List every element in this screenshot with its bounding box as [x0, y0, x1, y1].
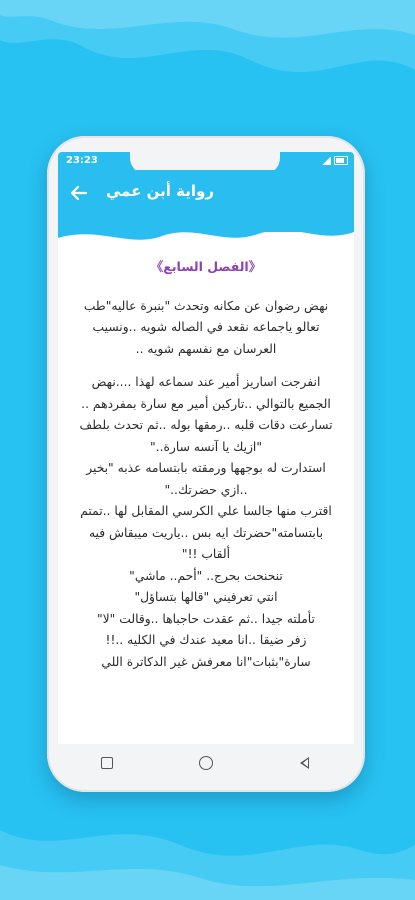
text-line: زفر ضيقا ..انا معيد عندك في الكليه ..!! [105, 633, 307, 647]
status-icons [321, 156, 348, 165]
signal-icon [321, 157, 331, 165]
chapter-content [68, 256, 344, 744]
back-button[interactable] [66, 180, 92, 206]
text-line: سارة"بثبات"انا معرفش غير الدكاترة اللي [101, 654, 311, 669]
text-line: الجميع بالتوالي ..تاركين أمير مع سارة بمفردهم .. [81, 396, 331, 411]
paragraph-2 [68, 372, 344, 673]
chapter-title: 《الفصل السابع》 [150, 259, 262, 274]
text-line: انفرجت اساريز أمير عند سماعه لهذا ....نهض [91, 375, 321, 389]
system-nav-bar [58, 744, 354, 782]
text-line: انتي تعرفيني "قالها بتساؤل" [134, 590, 278, 604]
text-line: تسارعت دقات قلبه ..رمقها بوله ..ثم تحدث بلطف [79, 418, 333, 432]
text-line: "ازيك يا آنسه سارة.." [150, 439, 262, 454]
arrow-left-icon [70, 184, 88, 202]
text-line: العرسان مع نفسهم شويه .. [135, 341, 277, 356]
circle-icon [199, 756, 213, 770]
recent-apps-button[interactable] [92, 748, 122, 778]
text-line: تعالو ياجماعه نقعد في الصاله شويه ..ونسيب [92, 320, 320, 334]
text-line: ألقاب !!" [181, 547, 231, 561]
app-screen [58, 152, 354, 744]
header-wave [58, 216, 354, 250]
system-back-button[interactable] [290, 748, 320, 778]
home-button[interactable] [191, 748, 221, 778]
text-line: تنحنحت بحرج.. "أحم.. ماشي" [129, 568, 283, 583]
battery-icon [334, 156, 348, 165]
paragraph-1 [68, 296, 344, 361]
text-line: تأملته جيدا ..ثم عقدت حاجباها ..وقالت "لا" [97, 611, 315, 626]
text-line: ..ازي حضرتك.." [164, 482, 248, 497]
square-icon [101, 757, 113, 769]
status-time: 23:23 [66, 155, 98, 166]
page-title: رواية أبن عمي [105, 182, 214, 200]
text-line: بابتسامته"حضرتك ايه بس ..ياريت ميبقاش فيه [88, 525, 324, 540]
text-line: اقترب منها جالسا علي الكرسي المقابل لها ..تمتم [80, 504, 332, 518]
text-line: نهض رضوان عن مكانه وتحدث "بنبرة عاليه"طب [83, 298, 329, 313]
text-line: استدارت له بوجهها ورمقته بابتسامه عذبه "بخير [86, 461, 326, 475]
triangle-back-icon [300, 757, 309, 769]
